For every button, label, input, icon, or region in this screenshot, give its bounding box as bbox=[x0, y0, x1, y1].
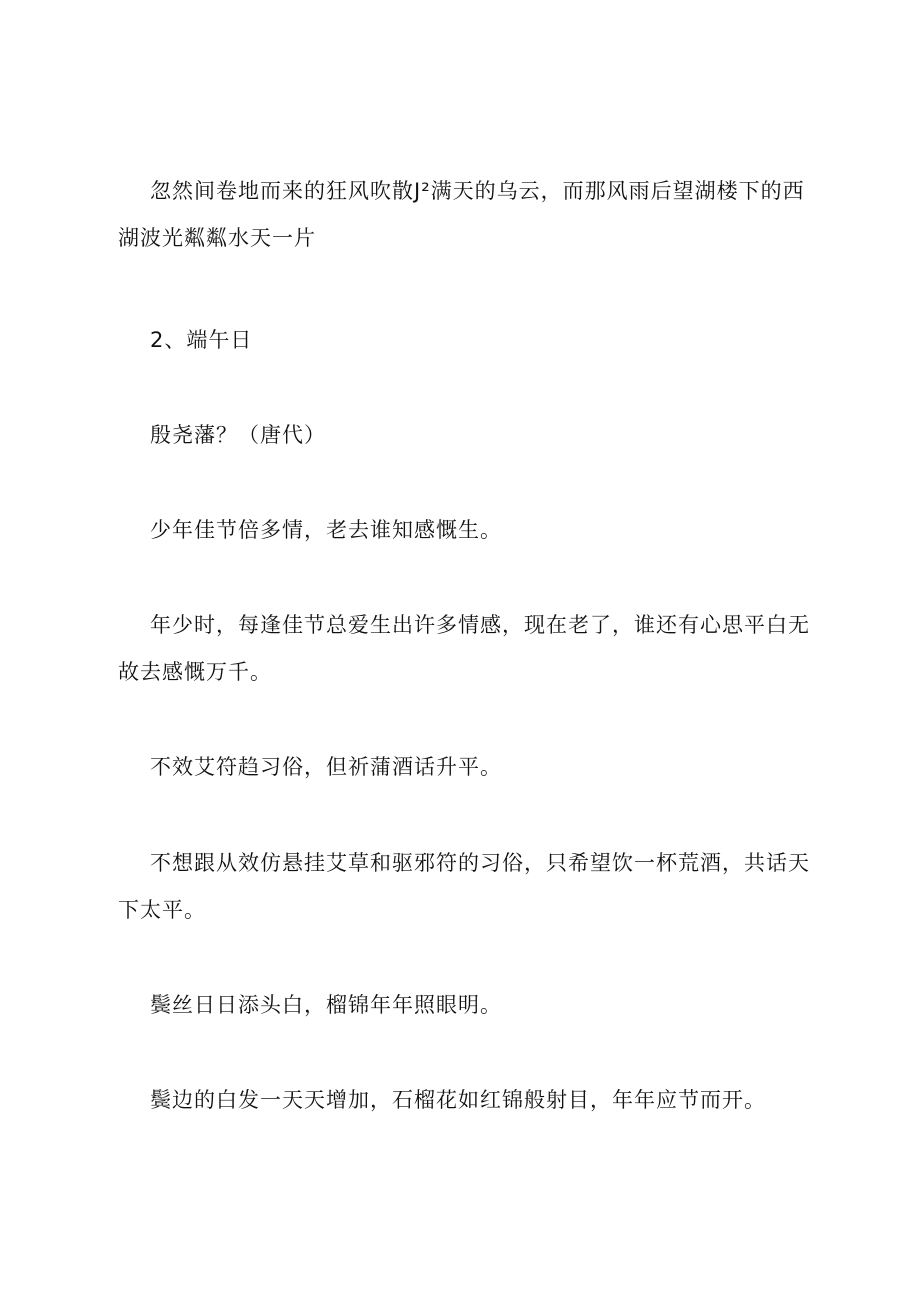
paragraph-west-lake-translation bbox=[150, 168, 805, 215]
text-line: 鬓边的白发一天天增加，石榴花如红锦般射目，年年应节而开。 bbox=[150, 1088, 766, 1112]
text-line: 湖波光粼粼水天一片 bbox=[118, 226, 316, 250]
translation-line-2 bbox=[150, 840, 810, 887]
paragraph-west-lake-translation-cont bbox=[118, 215, 316, 262]
translation-line-2-cont bbox=[118, 887, 206, 934]
text-line: 故去感慨万千。 bbox=[118, 660, 272, 684]
poem-author bbox=[150, 412, 326, 459]
text-line: 殷尧藩？（唐代） bbox=[150, 423, 326, 447]
text-line: 2、端午日 bbox=[150, 328, 253, 352]
text-line: 不效艾符趋习俗，但祈蒲酒话升平。 bbox=[150, 755, 502, 779]
text-line: 鬓丝日日添头白，榴锦年年照眼明。 bbox=[150, 993, 502, 1017]
poem-line-3 bbox=[150, 982, 502, 1029]
section-heading-duanwu bbox=[150, 317, 252, 364]
poem-line-1 bbox=[150, 507, 502, 554]
translation-line-1 bbox=[150, 602, 810, 649]
translation-line-3 bbox=[150, 1077, 766, 1124]
text-line: 下太平。 bbox=[118, 898, 206, 922]
poem-line-2 bbox=[150, 744, 502, 791]
text-line: 少年佳节倍多情，老去谁知感慨生。 bbox=[150, 518, 502, 542]
text-line: 忽然间卷地而来的狂风吹散J²满天的乌云，而那风雨后望湖楼下的西 bbox=[150, 179, 805, 203]
text-line: 不想跟从效仿悬挂艾草和驱邪符的习俗，只希望饮一杯荒酒，共话天 bbox=[150, 851, 810, 875]
translation-line-1-cont bbox=[118, 649, 272, 696]
text-line: 年少时，每逢佳节总爱生出许多情感，现在老了，谁还有心思平白无 bbox=[150, 613, 810, 637]
